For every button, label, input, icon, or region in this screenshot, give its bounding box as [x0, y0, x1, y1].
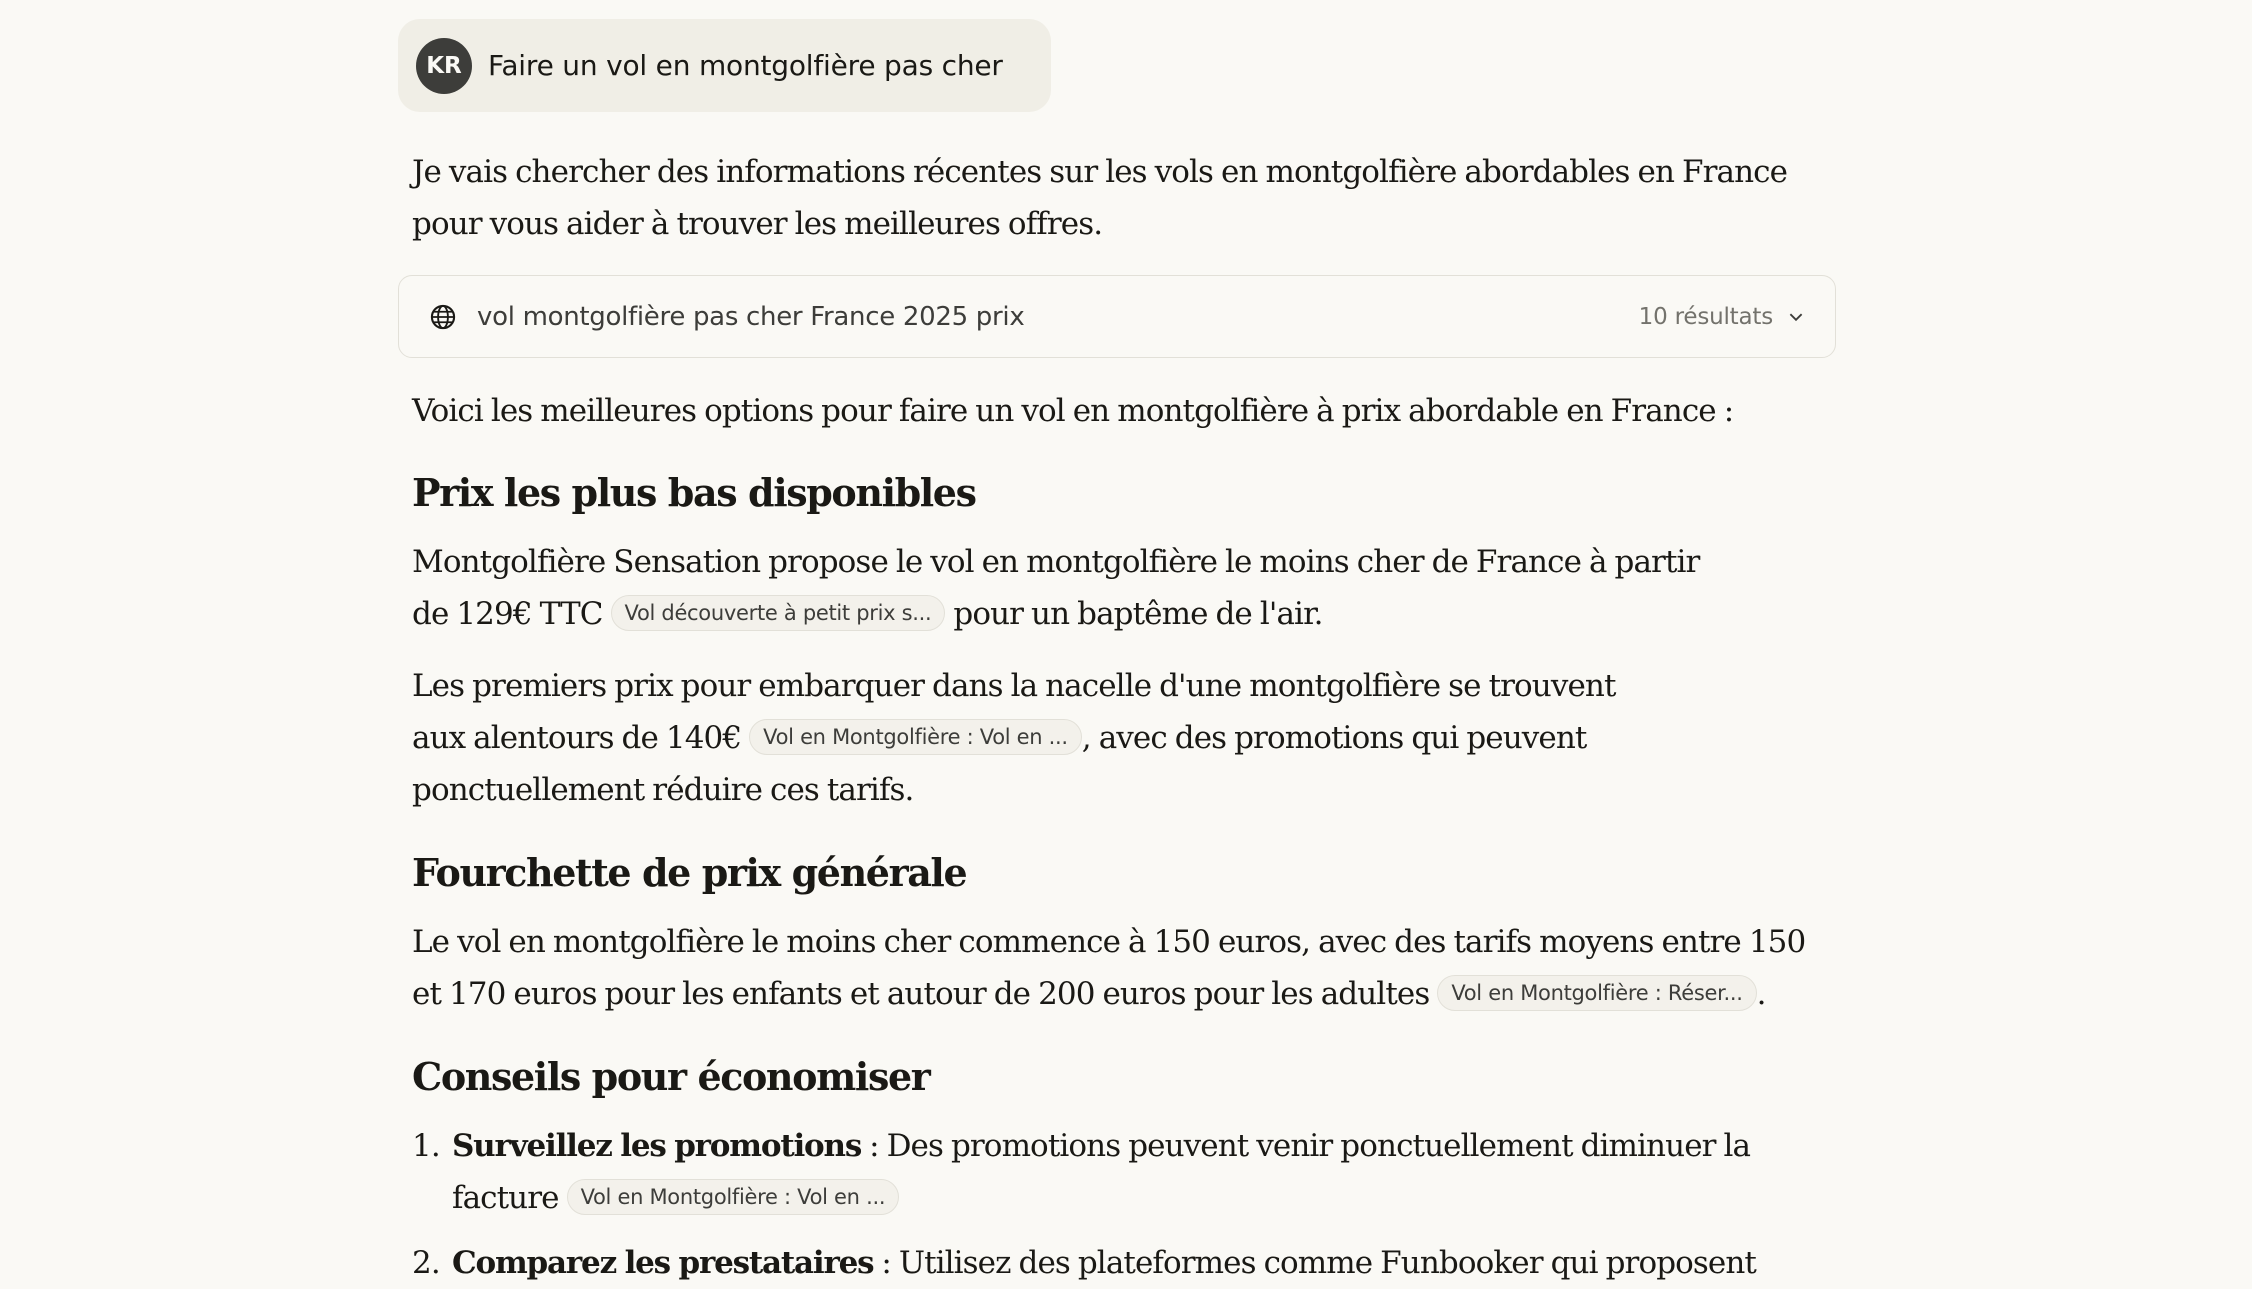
- list-item-text: : Utilisez des plateformes comme Funbooker qui proposent: [873, 1245, 1756, 1281]
- section-heading: Conseils pour économiser: [412, 1054, 930, 1099]
- chevron-down-icon[interactable]: [1787, 308, 1805, 326]
- list-item-title: Comparez les prestataires: [452, 1245, 874, 1281]
- globe-icon: [429, 303, 457, 331]
- citation-chip[interactable]: Vol en Montgolfière : Réser...: [1437, 975, 1756, 1011]
- avatar: KR: [416, 38, 472, 94]
- user-message: [398, 19, 1051, 112]
- citation-chip[interactable]: Vol en Montgolfière : Vol en ...: [749, 719, 1082, 755]
- list-item: [412, 1237, 1772, 1289]
- list-number: 1.: [412, 1128, 440, 1164]
- list-number: 2.: [412, 1245, 440, 1281]
- section-heading: Fourchette de prix générale: [412, 850, 967, 895]
- lead-paragraph: Voici les meilleures options pour faire un vol en montgolfière à prix abordable en France :: [412, 393, 1734, 429]
- citation-chip[interactable]: Vol découverte à petit prix s...: [611, 595, 946, 631]
- list-item-text: : Des promotions peuvent venir ponctuellement diminuer la facture: [452, 1128, 1751, 1216]
- paragraph: [412, 916, 1812, 1020]
- search-results-count: 10 résultats: [1638, 303, 1773, 330]
- paragraph-text: Montgolfière Sensation propose le vol en montgolfière le moins cher de France à partir de 129€ TTC: [412, 544, 1700, 632]
- web-search-result[interactable]: [398, 275, 1836, 358]
- paragraph: [412, 660, 1672, 816]
- paragraph-text: Les premiers prix pour embarquer dans la nacelle d'une montgolfière se trouvent aux alentours de 140€: [412, 668, 1616, 756]
- list-item-title: Surveillez les promotions: [452, 1128, 862, 1164]
- intro-paragraph: Je vais chercher des informations récentes sur les vols en montgolfière abordables en France pour vous aider à trouver les meilleures offres.: [412, 154, 1788, 242]
- paragraph-text: pour un baptême de l'air.: [953, 596, 1323, 632]
- list-item: [412, 1120, 1772, 1224]
- paragraph-text: Le vol en montgolfière le moins cher commence à 150 euros, avec des tarifs moyens entre 150 et 170 euros pour les enfants et autour de 200 euros pour les adultes: [412, 924, 1806, 1012]
- paragraph: [412, 536, 1742, 640]
- citation-chip[interactable]: Vol en Montgolfière : Vol en ...: [567, 1179, 900, 1215]
- paragraph-text: .: [1756, 976, 1766, 1012]
- user-message-text: Faire un vol en montgolfière pas cher: [488, 49, 1003, 82]
- paragraph-text: , avec des promotions qui peuvent ponctuellement réduire ces tarifs.: [412, 720, 1587, 808]
- search-query: vol montgolfière pas cher France 2025 prix: [477, 301, 1025, 332]
- section-heading: Prix les plus bas disponibles: [412, 470, 976, 515]
